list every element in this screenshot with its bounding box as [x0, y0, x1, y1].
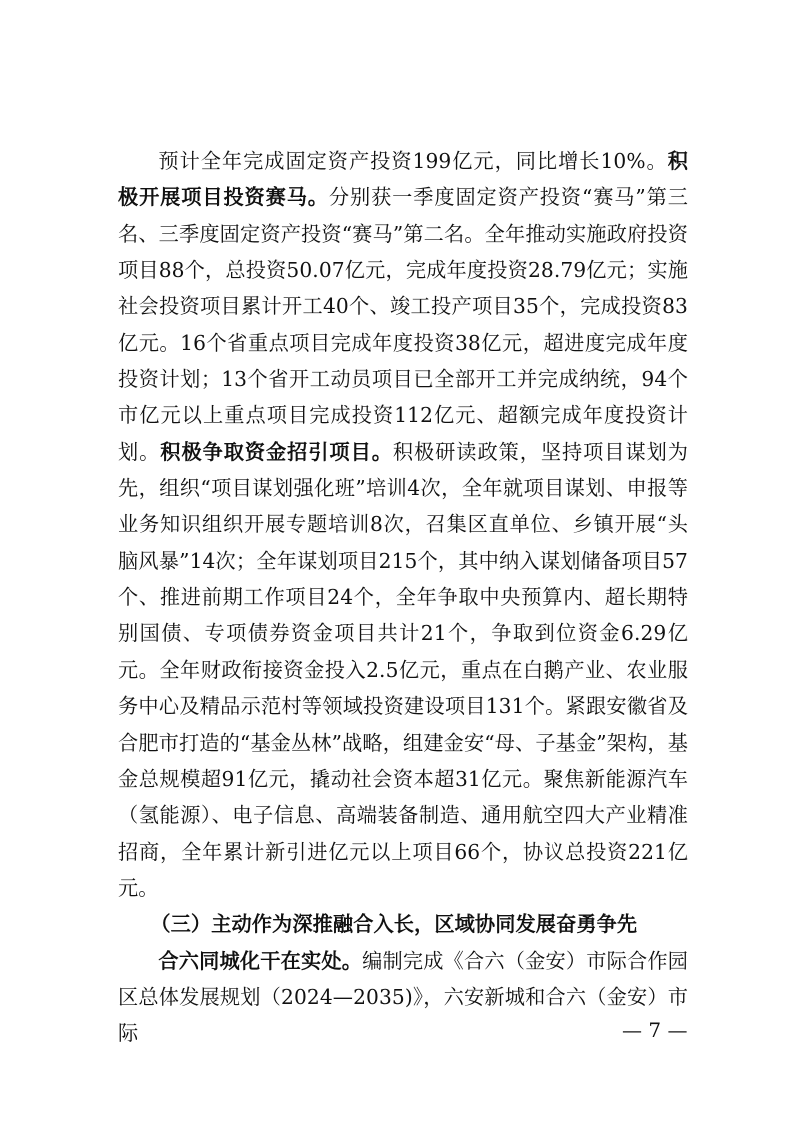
section-heading: （三）主动作为深推融合入长，区域协同发展奋勇争先 — [150, 912, 638, 937]
paragraph-text: 积极研读政策，坚持项目谋划为先，组织“项目谋划强化班”培训4次，全年就项目谋划、申报等业务知识组织开展专题培训8次，召集区直单位、乡镇开展“头脑风暴”14次；全年谋划项目215个，其中纳入谋划储备项目57个、推进前期工作项目24个，全年争取中央预算内、超长期特别国债、专项债券资金项目共计21个，争取到位资金6.29亿元。全年财政衔接资金投入2.5亿元，重点在白鹅产业、农业服务中心及精品示范村等领域投资建设项目131个。紧跟安徽省及合肥市打造的“基金丛林”战略，组建金安“母、子基金”架构，基金总规模超91亿元，撬动社会资本超31亿元。聚焦新能源汽车（氢能源）、电子信息、高端装备制造、通用航空四大产业精准招商，全年累计新引进亿元以上项目66个，协议总投资221亿元。 — [118, 439, 689, 900]
paragraph-text: 分别获一季度固定资产投资“赛马”第三名、三季度固定资产投资“赛马”第二名。全年推动实施政府投资项目88个，总投资50.07亿元，完成年度投资28.79亿元；实施社会投资项目累计开工40个、竣工投产项目35个，完成投资83亿元。16个省重点项目完成年度投资38亿元，超进度完成年度投资计划；13个省开工动员项目已全部开工并完成纳统，94个市亿元以上重点项目完成投资112亿元、超额完成年度投资计划。 — [118, 185, 688, 464]
page-number: — 7 — — [622, 1018, 688, 1042]
paragraph-integration — [118, 943, 688, 1052]
bold-lead-investment-race: 积极开展项目投资赛马。 — [118, 149, 688, 210]
bold-lead-hefei-luan: 合六同城化干在实处。 — [158, 948, 363, 973]
bold-lead-funding-projects: 积极争取资金招引项目。 — [160, 439, 393, 464]
document-body — [118, 143, 688, 1052]
paragraph-investment — [118, 143, 688, 906]
paragraph-text: 编制完成《合六（金安）市际合作园区总体发展规划（2024—2035)》，六安新城和合六（金安）市际 — [118, 948, 688, 1046]
paragraph-text: 预计全年完成固定资产投资199亿元，同比增长10%。 — [158, 149, 668, 173]
